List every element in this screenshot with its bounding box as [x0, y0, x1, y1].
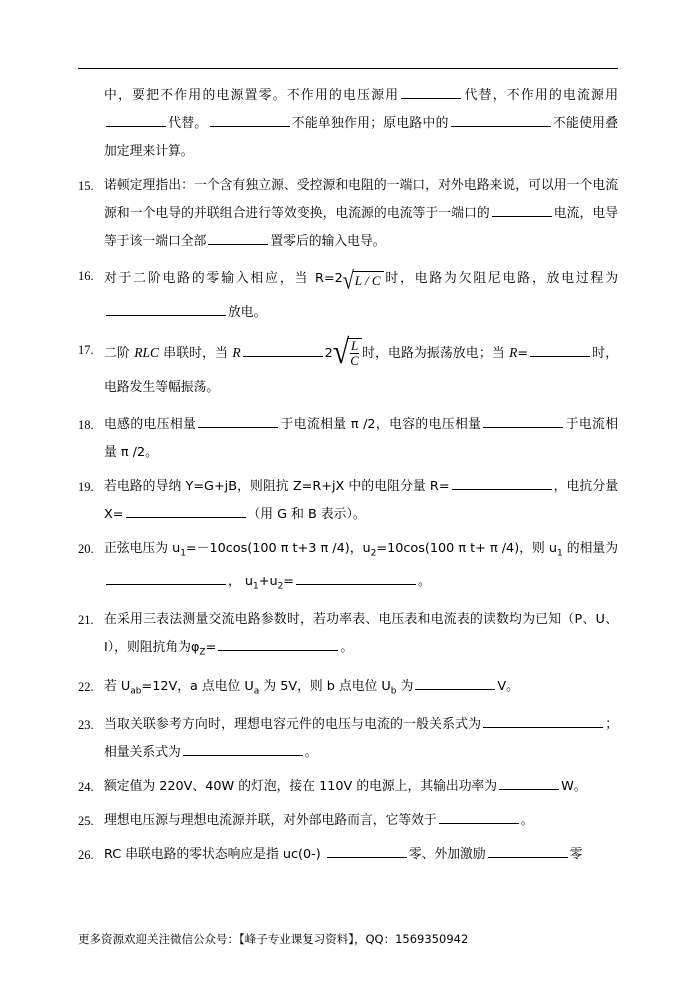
question-text: 对于二阶电路的零输入相应，当 R=2 √ L / C 时，电路为欠阻尼电路，放电过程为放电。	[104, 266, 619, 320]
question-text: RC 串联电路的零状态响应是指 uc(0-) 零、外加激励 零	[104, 841, 618, 869]
answer-blank	[492, 201, 552, 217]
sqrt-fraction-lc-expression: √ $\frac{L}{C}$	[333, 338, 362, 370]
question-number: 21.	[78, 613, 94, 628]
answer-blank	[218, 635, 338, 651]
answer-blank	[106, 300, 226, 316]
question-text: 当取关联参考方向时，理想电容元件的电压与电流的一般关系式为 ；相量关系式为 。	[104, 711, 618, 767]
question-item	[78, 841, 618, 869]
question-number: 24.	[78, 780, 94, 795]
answer-blank	[106, 569, 226, 585]
question-item	[78, 82, 618, 166]
subscript: 2	[370, 548, 377, 559]
question-item	[78, 262, 618, 330]
question-text: 在采用三表法测量交流电路参数时，若功率表、电压表和电流表的读数均为已知（P、U、I），则阻抗角为$\varphi_Z=$ 。	[104, 612, 618, 658]
question-text: 正弦电压为 $u_1=-10\cos(100$ π t+3 π /4)，$u_2=10\cos(100$ π t+ π /4)，则 $u_1$ 的相量为， $u_1+u_2=$ 。	[104, 541, 618, 592]
question-item	[78, 473, 618, 529]
answer-blank	[530, 341, 590, 357]
question-number: 23.	[78, 718, 94, 733]
question-number: 15.	[78, 179, 94, 193]
answer-blank	[296, 569, 416, 585]
answer-blank	[452, 474, 552, 490]
question-number: 25.	[78, 814, 94, 829]
answer-blank	[488, 842, 568, 858]
subscript: a	[253, 686, 260, 697]
answer-blank	[401, 83, 461, 99]
question-item	[78, 172, 618, 256]
header-divider	[78, 68, 618, 69]
question-text: 若电路的导纳 Y=G+jB，则阻抗 Z=R+jX 中的电阻分量 R= ，电抗分量 X= （用 G 和 B 表示）。	[104, 473, 618, 529]
question-text: 二阶 RLC 串联时，当 R 2 √ $\frac{L}{C}$ 时，电路为振荡放电；当 R= 时，电路发生等幅振荡。	[104, 332, 618, 395]
subscript: Z	[199, 647, 206, 658]
answer-blank	[198, 412, 278, 428]
subscript: b	[390, 686, 397, 697]
math-variable: R	[232, 345, 241, 360]
question-item	[78, 411, 618, 467]
answer-blank	[126, 502, 246, 518]
question-text: 诺顿定理指出：一个含有独立源、受控源和电阻的一端口，对外电路来说，可以用一个电流源和一个电导的并联组合进行等效变换，电流源的电流等于一端口的 电流，电导等于该一端口全部 置零后的输入电导。	[104, 178, 619, 249]
question-item	[78, 606, 618, 667]
question-text: 若 $U_{ab}=12V$，a 点电位 $U_a$ 为 5V，则 b 点电位 $U_b$ 为 V。	[104, 673, 618, 706]
exam-questions-list	[78, 82, 618, 875]
question-number: 20.	[78, 542, 94, 556]
answer-blank	[208, 229, 268, 245]
subscript: ab	[130, 686, 142, 697]
question-item	[78, 807, 618, 835]
subscript: 1	[556, 548, 563, 559]
answer-blank	[483, 712, 603, 728]
answer-blank	[439, 808, 519, 824]
subscript: 1	[180, 548, 186, 559]
answer-blank	[483, 412, 563, 428]
question-number: 18.	[78, 418, 94, 432]
answer-blank	[415, 674, 495, 690]
answer-blank	[106, 111, 166, 127]
question-number: 16.	[78, 269, 94, 283]
answer-blank	[210, 111, 290, 127]
page-footer: 更多资源欢迎关注微信公众号：【峰子专业课复习资料】，QQ：1569350942	[78, 932, 469, 946]
question-text: 额定值为 220V、40W 的灯泡，接在 110V 的电源上，其输出功率为 W。	[104, 773, 618, 801]
question-number: 17.	[78, 343, 94, 357]
sqrt-lc-expression: √ L / C	[343, 271, 384, 291]
answer-blank	[243, 341, 323, 357]
question-item	[78, 673, 618, 706]
answer-blank	[327, 842, 407, 858]
question-item	[78, 535, 618, 600]
question-item	[78, 711, 618, 767]
question-item	[78, 773, 618, 801]
question-number: 26.	[78, 848, 94, 863]
math-variable: RLC	[134, 345, 159, 360]
question-text: 中，要把不作用的电源置零。不作用的电压源用 代替，不作用的电流源用代替。 不能单独作用；原电路中的 不能使用叠加定理来计算。	[104, 82, 618, 166]
question-text: 电感的电压相量 于电流相量 π /2，电容的电压相量 于电流相量 π /2。	[104, 411, 618, 467]
answer-blank	[451, 111, 551, 127]
question-number: 19.	[78, 480, 94, 494]
question-item	[78, 332, 618, 405]
answer-blank	[183, 740, 303, 756]
subscript: 1	[252, 581, 259, 592]
answer-blank	[499, 774, 559, 790]
question-text: 理想电压源与理想电流源并联，对外部电路而言，它等效于 。	[104, 807, 618, 835]
math-variable: R	[509, 345, 518, 360]
question-number: 22.	[78, 679, 94, 694]
subscript: 2	[277, 581, 284, 592]
